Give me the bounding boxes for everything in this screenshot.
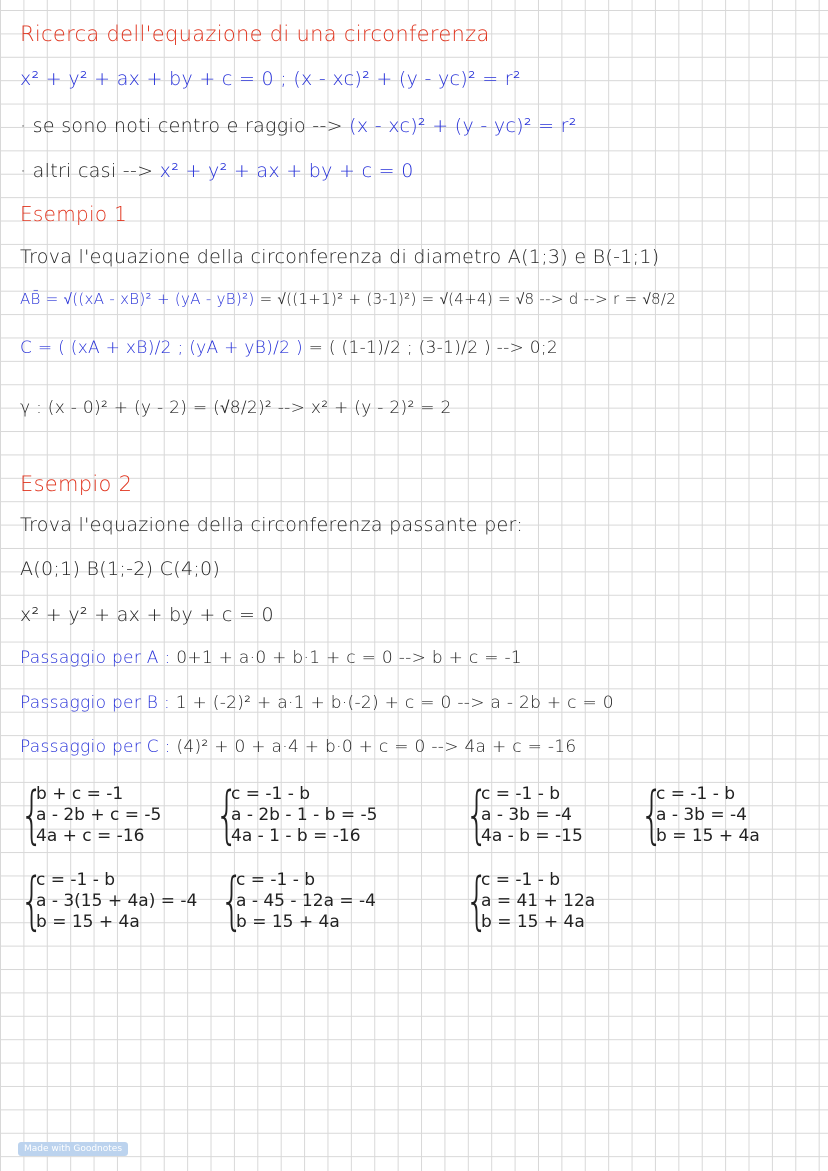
system-2: { c = -1 - b a - 2b - 1 - b = -5 4a - 1 - b = -16	[215, 778, 378, 851]
passage-equation: 0+1 + a·0 + b·1 + c = 0 --> b + c = -1	[176, 648, 523, 668]
example1-heading: Esempio 1	[20, 202, 128, 226]
goodnotes-watermark: Made with Goodnotes	[18, 1142, 128, 1156]
distance-formula: AB̄ = √((xA - xB)² + (yA - yB)²)	[20, 290, 255, 308]
system-row: c = -1 - b	[481, 784, 561, 804]
system-row: b = 15 + 4a	[481, 912, 585, 932]
case-known-center	[20, 115, 577, 137]
case-equation: x² + y² + ax + by + c = 0	[159, 160, 414, 182]
center-formula: C = ( (xA + xB)/2 ; (yA + yB)/2 )	[20, 338, 303, 358]
example2-general: x² + y² + ax + by + c = 0	[20, 604, 274, 626]
system-3: { c = -1 - b a - 3b = -4 4a - b = -15	[465, 778, 583, 851]
passage-label: Passaggio per C :	[20, 737, 171, 757]
page-title: Ricerca dell'equazione di una circonferenza	[20, 22, 490, 46]
case-other	[20, 160, 414, 182]
example2-prompt: Trova l'equazione della circonferenza passante per:	[20, 514, 524, 536]
system-row: c = -1 - b	[231, 784, 311, 804]
example1-result: γ : (x - 0)² + (y - 2) = (√8/2)² --> x² + (y - 2)² = 2	[20, 398, 452, 418]
example2-points: A(0;1) B(1;-2) C(4;0)	[20, 558, 221, 580]
center-values: = ( (1-1)/2 ; (3-1)/2 ) --> 0;2	[308, 338, 559, 358]
system-row: a - 2b + c = -5	[36, 805, 162, 825]
example2-heading: Esempio 2	[20, 472, 133, 496]
passage-equation: (4)² + 0 + a·4 + b·0 + c = 0 --> 4a + c = -16	[176, 737, 577, 757]
case-label: · se sono noti centro e raggio -->	[20, 115, 343, 137]
system-row: c = -1 - b	[656, 784, 736, 804]
system-row: 4a - b = -15	[481, 826, 583, 846]
center-calc	[20, 338, 558, 358]
distance-calc: = √((1+1)² + (3-1)²) = √(4+4) = √8 --> d --> r = √8/2	[259, 290, 677, 308]
distance-ab	[20, 290, 676, 308]
system-row: a - 45 - 12a = -4	[236, 891, 376, 911]
passage-a	[20, 648, 522, 668]
example1-prompt: Trova l'equazione della circonferenza di diametro A(1;3) e B(-1;1)	[20, 246, 660, 268]
passage-label: Passaggio per B :	[20, 693, 170, 713]
system-7: { c = -1 - b a = 41 + 12a b = 15 + 4a	[465, 864, 596, 937]
system-row: b = 15 + 4a	[656, 826, 760, 846]
system-row: b + c = -1	[36, 784, 124, 804]
system-row: 4a + c = -16	[36, 826, 145, 846]
system-1: { b + c = -1 a - 2b + c = -5 4a + c = -16	[20, 778, 162, 851]
system-row: c = -1 - b	[236, 870, 316, 890]
system-5: { c = -1 - b a - 3(15 + 4a) = -4 b = 15 + 4a	[20, 864, 198, 937]
system-row: b = 15 + 4a	[236, 912, 340, 932]
passage-equation: 1 + (-2)² + a·1 + b·(-2) + c = 0 --> a - 2b + c = 0	[175, 693, 614, 713]
passage-c	[20, 737, 577, 757]
case-equation: (x - xc)² + (y - yc)² = r²	[349, 115, 577, 137]
system-6: { c = -1 - b a - 45 - 12a = -4 b = 15 + 4a	[220, 864, 376, 937]
passage-b	[20, 693, 614, 713]
system-4: { c = -1 - b a - 3b = -4 b = 15 + 4a	[640, 778, 760, 851]
system-row: c = -1 - b	[36, 870, 116, 890]
system-row: c = -1 - b	[481, 870, 561, 890]
system-row: a - 2b - 1 - b = -5	[231, 805, 378, 825]
system-row: a - 3(15 + 4a) = -4	[36, 891, 198, 911]
system-row: 4a - 1 - b = -16	[231, 826, 361, 846]
system-row: a - 3b = -4	[481, 805, 572, 825]
system-row: a - 3b = -4	[656, 805, 747, 825]
passage-label: Passaggio per A :	[20, 648, 171, 668]
system-row: b = 15 + 4a	[36, 912, 140, 932]
general-equation: x² + y² + ax + by + c = 0 ; (x - xc)² + (y - yc)² = r²	[20, 68, 521, 90]
system-row: a = 41 + 12a	[481, 891, 596, 911]
case-label: · altri casi -->	[20, 160, 154, 182]
